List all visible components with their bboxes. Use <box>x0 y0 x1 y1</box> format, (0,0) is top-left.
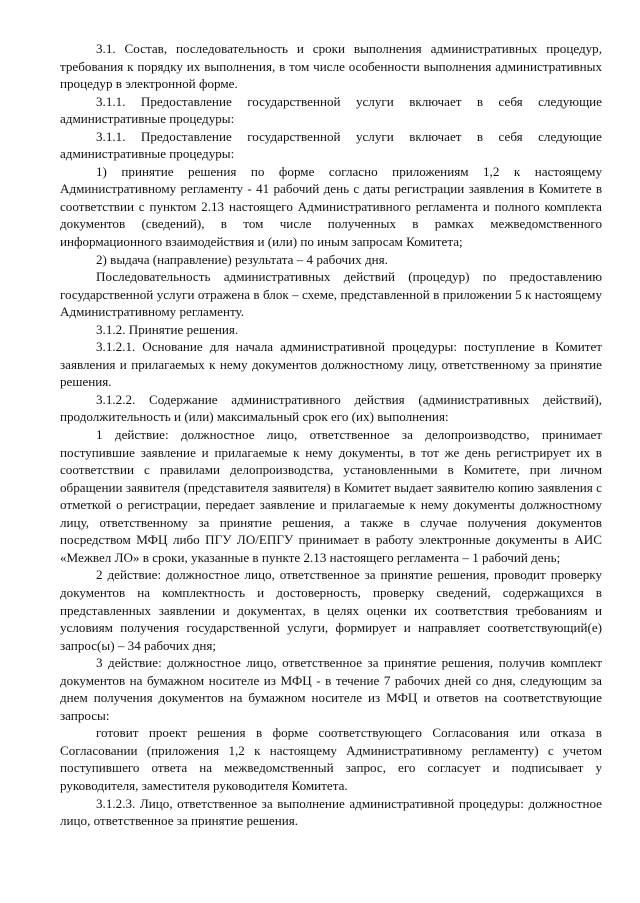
section-3-1-2-3-paragraph: 3.1.2.3. Лицо, ответственное за выполнение административной процедуры: должностное лицо, ответственное за принятие решения. <box>60 795 602 829</box>
section-3-1-2-2-paragraph: 3.1.2.2. Содержание административного действия (административных действий), продолжительность и (или) максимальный срок его (их) выполнения: <box>60 391 602 425</box>
prepare-draft-paragraph: готовит проект решения в форме соответствующего Согласования или отказа в Согласовании (приложения 1,2 к настоящему Административному регламенту) с учетом поступившего ответа на межведомственный запрос, его согласует и подписывает у руководителя, заместителя руководителя Комитета. <box>60 725 602 793</box>
action-3-paragraph: 3 действие: должностное лицо, ответственное за принятие решения, получив комплект документов на бумажном носителе из МФЦ - в течение 7 рабочих дней со дня, следующим за днем получения документов на бумажном носителе из МФЦ и ответов на соответствующие запросы: <box>60 655 602 723</box>
section-3-1-1-paragraph: 3.1.1. Предоставление государственной услуги включает в себя следующие административные процедуры: <box>60 93 602 127</box>
sequence-paragraph: Последовательность административных действий (процедур) по предоставлению государственной услуги отражена в блок – схеме, представленной в приложении 5 к настоящему Административному регламенту. <box>60 269 602 320</box>
action-2-paragraph: 2 действие: должностное лицо, ответственное за принятие решения, проводит проверку документов на комплектность и достоверность, проверку сведений, содержащихся в представленных заявлении и документах, в целях оценки их соответствия требованиям и условиям получения государственной услуги, формирует и направляет соответствующий(е) запрос(ы) – 34 рабочих дня; <box>60 567 602 653</box>
action-1-paragraph: 1 действие: должностное лицо, ответственное за делопроизводство, принимает поступившие заявление и прилагаемые к нему документы, в тот же день регистрирует их в соответствии с правилами делопроизводства, установленными в Комитете, при личном обращении заявителя (представителя заявителя) в Комитет выдает заявителю копию заявления с отметкой о регистрации, передает заявление и прилагаемые к нему документы должностному лицу, ответственному за принятие решения, а также в случае получения документов посредством МФЦ либо ПГУ ЛО/ЕПГУ принимает в работу электронные документы в АИС «Межвел ЛО» в сроки, указанные в пункте 2.13 настоящего регламента – 1 рабочий день; <box>60 427 602 565</box>
section-3-1-2-1-paragraph: 3.1.2.1. Основание для начала административной процедуры: поступление в Комитет заявления и прилагаемых к нему документов должностному лицу, ответственному за принятие решения. <box>60 339 602 390</box>
section-3-1-2-heading: 3.1.2. Принятие решения. <box>96 321 239 337</box>
procedure-1-paragraph: 1) принятие решения по форме согласно приложениям 1,2 к настоящему Административному регламенту - 41 рабочий день с даты регистрации заявления в Комитете в соответствии с пунктом 2.13 настоящего Административного регламента и полного комплекта документов (сведений), в том числе полученных в рамках межведомственного информационного взаимодействия и (или) по иным запросам Комитета; <box>60 163 602 250</box>
section-3-1-1-repeat-paragraph: 3.1.1. Предоставление государственной услуги включает в себя следующие административные процедуры: <box>60 128 602 162</box>
procedure-2-paragraph: 2) выдача (направление) результата – 4 рабочих дня. <box>96 251 388 267</box>
section-3-1-paragraph: 3.1. Состав, последовательность и сроки выполнения административных процедур, требования к порядку их выполнения, в том числе особенности выполнения административных процедур в электронной форме. <box>60 41 602 92</box>
